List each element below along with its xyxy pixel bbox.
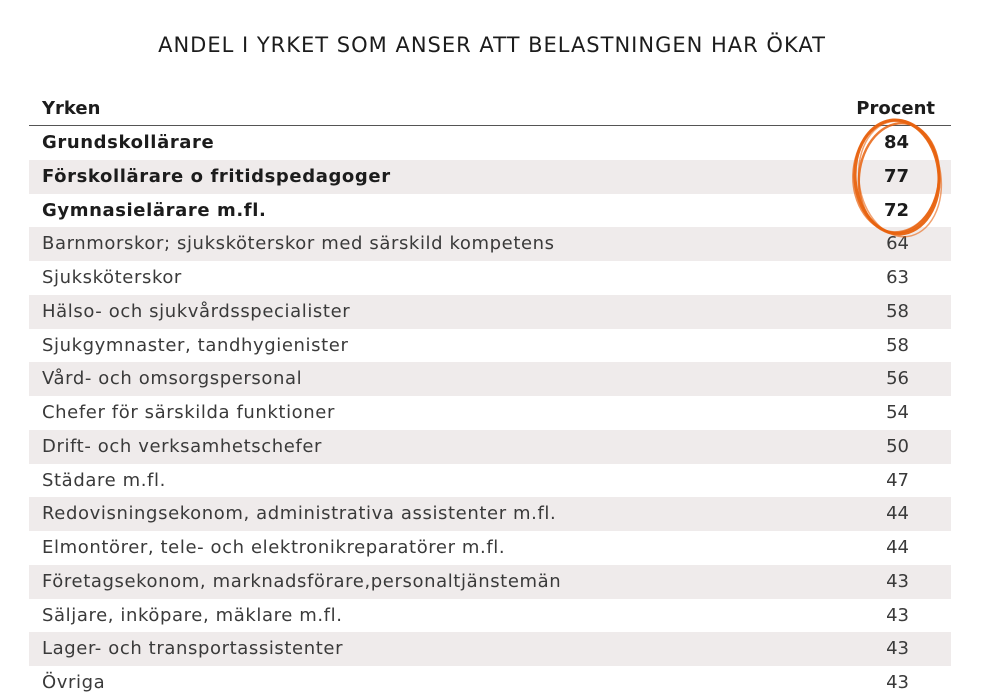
table-row (29, 295, 951, 329)
header-percent: Procent (856, 98, 935, 119)
row-percent: 47 (886, 469, 909, 491)
row-percent: 54 (886, 402, 909, 423)
row-percent: 43 (886, 604, 909, 626)
row-occupation: Hälso- och sjukvårdsspecialister (42, 300, 351, 322)
table-row (29, 194, 951, 228)
row-percent: 43 (886, 672, 909, 693)
row-percent: 64 (886, 233, 909, 255)
row-percent: 56 (886, 368, 909, 390)
row-percent: 72 (883, 199, 909, 221)
row-occupation: Grundskollärare (42, 132, 215, 153)
table-row (29, 126, 951, 160)
row-occupation: Redovisningsekonom, administrativa assistenter m.fl. (42, 503, 557, 525)
row-percent: 43 (886, 638, 909, 660)
row-occupation: Elmontörer, tele- och elektronikreparatörer m.fl. (42, 537, 506, 558)
row-occupation: Gymnasielärare m.fl. (42, 199, 267, 221)
row-percent: 58 (886, 300, 909, 322)
row-occupation: Sjukgymnaster, tandhygienister (42, 334, 349, 356)
row-percent: 50 (886, 435, 909, 457)
table-row (29, 632, 951, 666)
table-row (29, 666, 951, 700)
table-row (29, 396, 951, 430)
table-row (29, 261, 951, 295)
row-occupation: Företagsekonom, marknadsförare,personaltjänstemän (42, 570, 562, 592)
row-occupation: Sjuksköterskor (42, 267, 182, 288)
row-occupation: Lager- och transportassistenter (42, 638, 344, 660)
row-occupation: Städare m.fl. (42, 469, 166, 491)
row-percent: 43 (886, 570, 909, 592)
row-occupation: Förskollärare o fritidspedagoger (42, 165, 391, 187)
row-percent: 58 (886, 334, 909, 356)
chart-title: ANDEL I YRKET SOM ANSER ATT BELASTNINGEN HAR ÖKAT (158, 33, 826, 57)
table-header (29, 92, 951, 126)
row-percent: 77 (883, 165, 909, 187)
row-percent: 63 (886, 267, 909, 288)
table-row (29, 160, 951, 194)
table-row (29, 565, 951, 599)
occupation-table (29, 92, 951, 700)
header-occupation: Yrken (42, 98, 101, 119)
table-row (29, 329, 951, 363)
row-occupation: Övriga (42, 672, 106, 693)
row-percent: 84 (883, 132, 909, 153)
row-percent: 44 (886, 503, 909, 525)
table-row (29, 599, 951, 633)
table-row (29, 531, 951, 565)
row-occupation: Chefer för särskilda funktioner (42, 402, 335, 423)
table-row (29, 430, 951, 464)
row-occupation: Barnmorskor; sjuksköterskor med särskild kompetens (42, 233, 555, 255)
row-percent: 44 (886, 537, 909, 558)
table-row (29, 362, 951, 396)
table-row (29, 227, 951, 261)
row-occupation: Säljare, inköpare, mäklare m.fl. (42, 604, 343, 626)
table-row (29, 497, 951, 531)
table-row (29, 464, 951, 498)
row-occupation: Vård- och omsorgspersonal (42, 368, 303, 390)
row-occupation: Drift- och verksamhetschefer (42, 435, 322, 457)
